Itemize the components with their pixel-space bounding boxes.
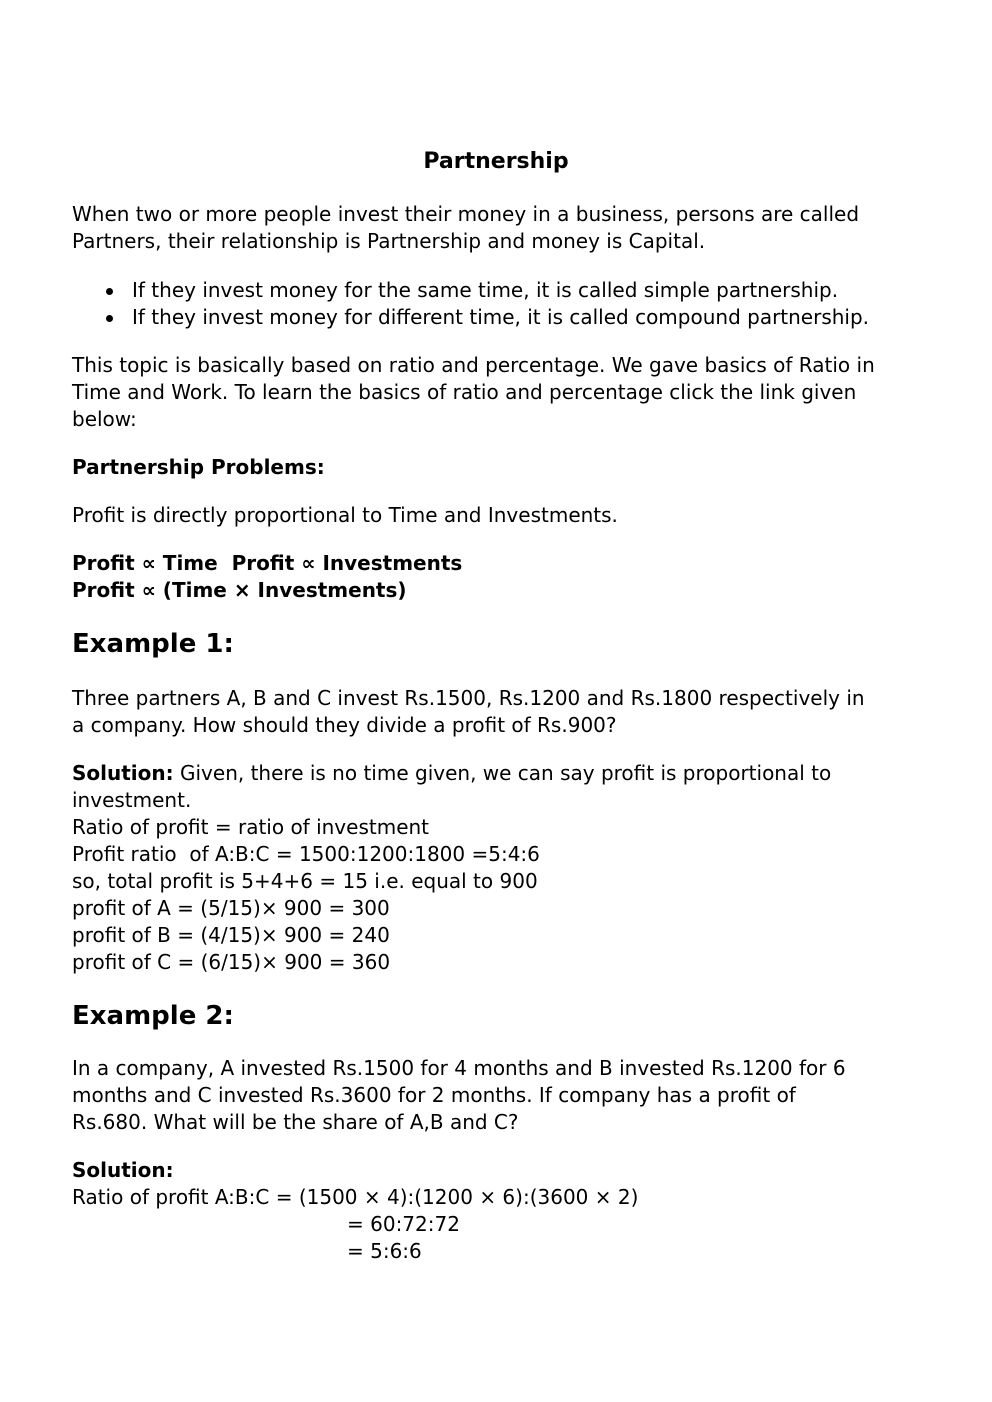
list-item-text: If they invest money for different time, it is called compound partnership. — [132, 305, 870, 329]
example1-heading: Example 1: — [72, 629, 234, 659]
basics-line: This topic is basically based on ratio and percentage. We gave basics of Ratio in — [72, 353, 875, 377]
list-item — [72, 304, 932, 331]
question-line: months and C invested Rs.3600 for 2 months. If company has a profit of — [72, 1083, 796, 1107]
list-item-text: If they invest money for the same time, it is called simple partnership. — [132, 278, 839, 302]
question-line: Three partners A, B and C invest Rs.1500, Rs.1200 and Rs.1800 respectively in — [72, 686, 865, 710]
basics-paragraph — [72, 352, 932, 433]
bullet-icon — [106, 288, 113, 295]
solution-step: = 5:6:6 — [347, 1239, 422, 1263]
solution-text: investment. — [72, 788, 192, 812]
solution-step: profit of B = (4/15)× 900 = 240 — [72, 923, 390, 947]
example1-solution — [72, 760, 932, 976]
example2-heading: Example 2: — [72, 1001, 234, 1031]
solution-text: Given, there is no time given, we can say profit is proportional to — [173, 761, 832, 785]
intro-line: When two or more people invest their money in a business, persons are called — [72, 202, 860, 226]
problems-heading: Partnership Problems: — [72, 455, 325, 479]
basics-line: Time and Work. To learn the basics of ratio and percentage click the link given — [72, 380, 857, 404]
solution-step: profit of A = (5/15)× 900 = 300 — [72, 896, 390, 920]
solution-step: = 60:72:72 — [347, 1212, 460, 1236]
solution-step: so, total profit is 5+4+6 = 15 i.e. equal to 900 — [72, 869, 538, 893]
solution-step: Profit ratio of A:B:C = 1500:1200:1800 =5:4:6 — [72, 842, 540, 866]
page-title: Partnership — [423, 149, 569, 174]
question-line: Rs.680. What will be the share of A,B and C? — [72, 1110, 519, 1134]
list-item — [72, 277, 932, 304]
proportional-text: Profit is directly proportional to Time and Investments. — [72, 503, 618, 527]
formula-line: Profit ∝ (Time × Investments) — [72, 578, 407, 602]
solution-label: Solution: — [72, 761, 174, 785]
example1-question — [72, 685, 932, 739]
solution-step: Ratio of profit A:B:C = (1500 × 4):(1200 × 6):(3600 × 2) — [72, 1185, 639, 1209]
example2-question — [72, 1055, 932, 1136]
intro-line: Partners, their relationship is Partnership and money is Capital. — [72, 229, 706, 253]
solution-label: Solution: — [72, 1158, 174, 1182]
intro-paragraph — [72, 201, 932, 255]
solution-step: Ratio of profit = ratio of investment — [72, 815, 430, 839]
example2-solution — [72, 1157, 932, 1265]
bullet-icon — [106, 315, 113, 322]
basics-line: below: — [72, 407, 137, 431]
solution-step: profit of C = (6/15)× 900 = 360 — [72, 950, 391, 974]
formula-block — [72, 550, 932, 604]
question-line: In a company, A invested Rs.1500 for 4 months and B invested Rs.1200 for 6 — [72, 1056, 846, 1080]
partnership-types-list — [72, 277, 932, 331]
question-line: a company. How should they divide a profit of Rs.900? — [72, 713, 617, 737]
formula-line: Profit ∝ Time Profit ∝ Investments — [72, 551, 463, 575]
